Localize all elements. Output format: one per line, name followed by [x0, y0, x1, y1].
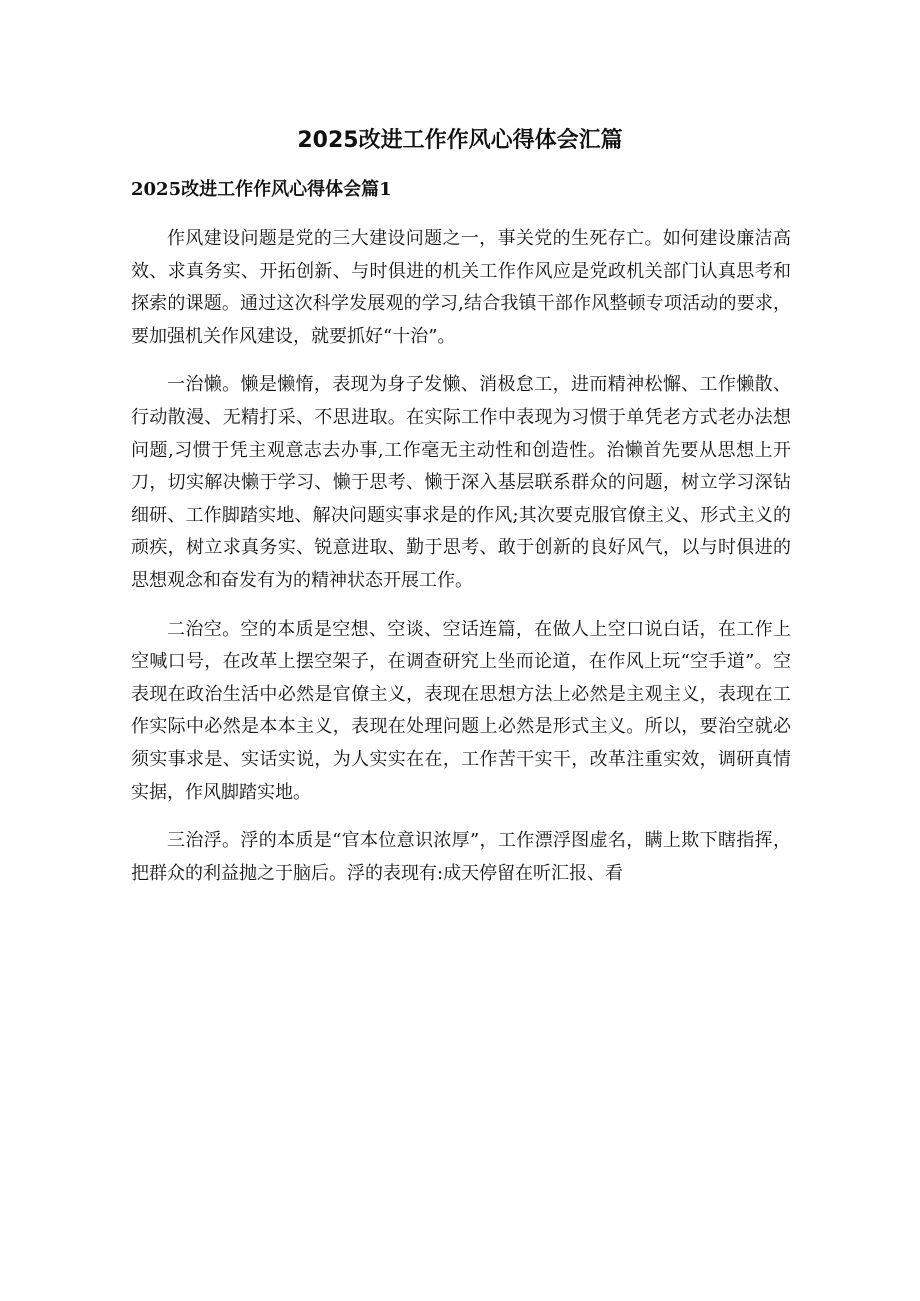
paragraph-zhi-kong: 二治空。空的本质是空想、空谈、空话连篇，在做人上空口说白话，在工作上空喊口号，在改革上摆空架子，在调查研究上坐而论道，在作风上玩“空手道”。空表现在政治生活中必然是官僚主义，表现在思想方法上必然是主观主义，表现在工作实际中必然是本本主义，表现在处理问题上必然是形式主义。所以，要治空就必须实事求是、实话实说，为人实实在在，工作苦干实干，改革注重实效，调研真情实据，作风脚踏实地。 [131, 618, 791, 803]
document-body [131, 223, 791, 906]
paragraph-zhi-lan: 一治懒。懒是懒惰，表现为身子发懒、消极怠工，进而精神松懈、工作懒散、行动散漫、无精打采、不思进取。在实际工作中表现为习惯于单凭老方式老办法想问题,习惯于凭主观意志去办事,工作毫无主动性和创造性。治懒首先要从思想上开刀，切实解决懒于学习、懒于思考、懒于深入基层联系群众的问题，树立学习深钻细研、工作脚踏实地、解决问题实事求是的作风;其次要克服官僚主义、形式主义的顽疾，树立求真务实、锐意进取、勤于思考、敢于创新的良好风气，以与时俱进的思想观念和奋发有为的精神状态开展工作。 [131, 374, 791, 591]
paragraph-intro: 作风建设问题是党的三大建设问题之一，事关党的生死存亡。如何建设廉洁高效、求真务实、开拓创新、与时俱进的机关工作作风应是党政机关部门认真思考和探索的课题。通过这次科学发展观的学习,结合我镇干部作风整顿专项活动的要求，要加强机关作风建设，就要抓好“十治”。 [131, 228, 791, 347]
paragraph-zhi-fu: 三治浮。浮的本质是“官本位意识浓厚”，工作漂浮图虚名，瞒上欺下瞎指挥，把群众的利益抛之于脑后。浮的表现有:成天停留在听汇报、看 [131, 830, 791, 884]
section-heading: 2025改进工作作风心得体会篇1 [131, 179, 392, 200]
document-title: 2025改进工作作风心得体会汇篇 [297, 128, 623, 153]
